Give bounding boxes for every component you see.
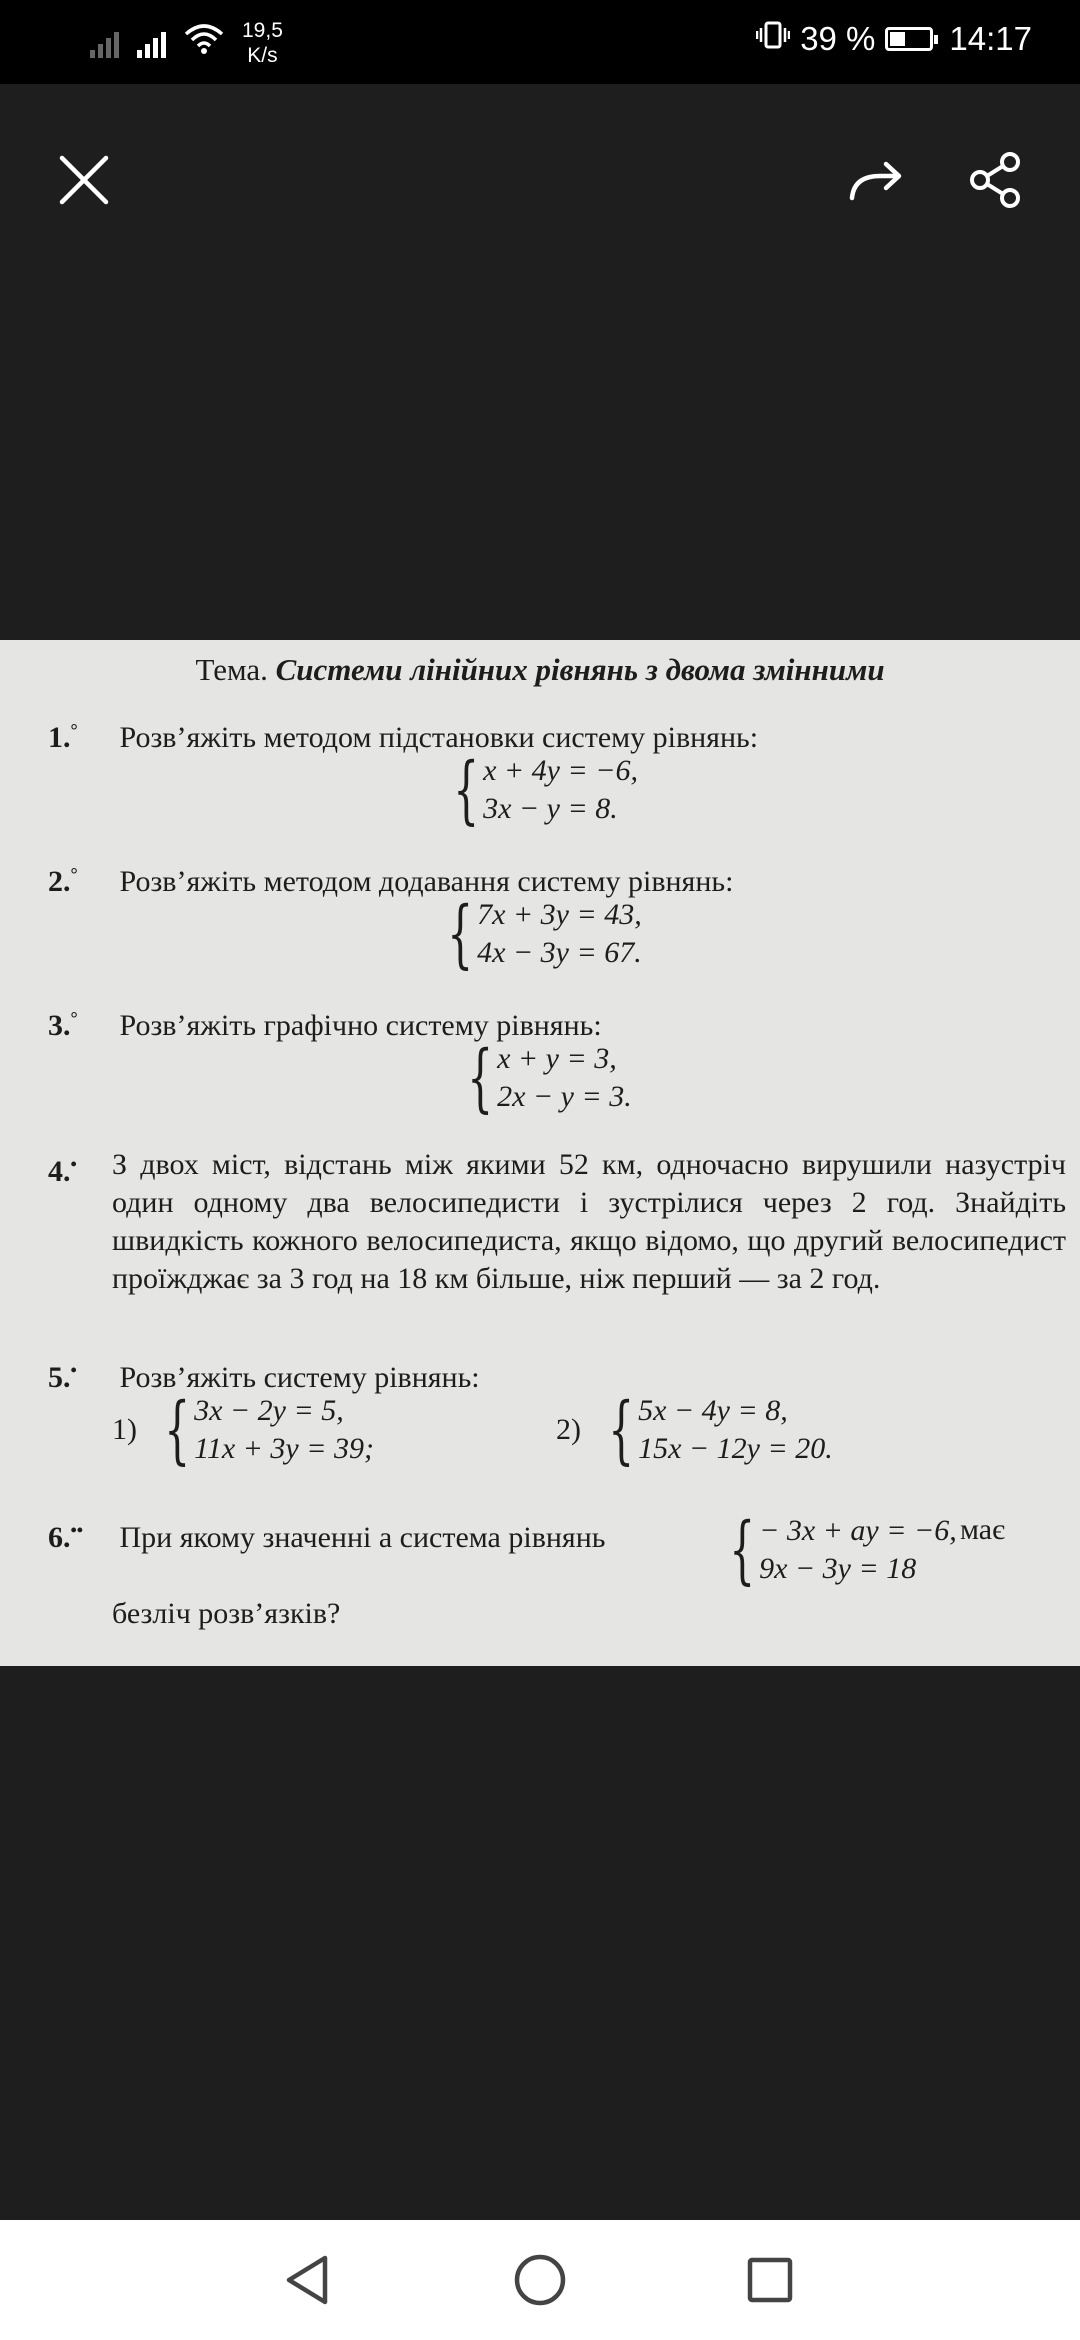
navigation-bar (0, 2220, 1080, 2340)
topic-prefix: Тема. (195, 652, 268, 687)
battery-icon (885, 27, 933, 51)
forward-icon (846, 158, 906, 202)
problem-4 (48, 1146, 1066, 1336)
problem-text: Розв’яжіть систему рівнянь: (119, 1361, 480, 1394)
forward-button[interactable] (836, 140, 916, 220)
share-icon (966, 150, 1026, 210)
brace-icon: { (467, 1035, 494, 1121)
brace-icon: { (729, 1507, 756, 1593)
status-bar-left (90, 18, 283, 68)
back-triangle-icon (283, 2253, 333, 2307)
problem-text: Розв’яжіть графічно систему рівнянь: (119, 1009, 602, 1042)
home-button[interactable] (510, 2250, 570, 2310)
equation: 4x − 3y = 67. (477, 936, 642, 969)
problem-1 (48, 712, 1038, 756)
equation: x + 4y = −6, (483, 754, 638, 787)
equation: 7x + 3y = 43, (477, 898, 642, 931)
problem-number: 5.• (48, 1360, 77, 1394)
close-icon (56, 152, 112, 208)
problem-number: 3.° (48, 1008, 78, 1042)
problem-3-system (446, 1035, 632, 1121)
subproblem-label: 2) (556, 1413, 581, 1446)
status-bar-right (756, 20, 1032, 58)
equation: 9x − 3y = 18 (759, 1552, 917, 1585)
problem-5-system-1 (112, 1387, 374, 1473)
problem-3 (48, 1000, 1038, 1044)
topic-name: Системи лінійних рівнянь з двома змінними (275, 652, 885, 687)
sim1-signal-icon (90, 24, 119, 58)
problem-6-text-after: має (960, 1513, 1005, 1546)
back-button[interactable] (278, 2250, 338, 2310)
recents-button[interactable] (740, 2250, 800, 2310)
brace-icon: { (608, 1387, 635, 1473)
network-speed-unit: K/s (247, 44, 278, 67)
equation: 3x − 2y = 5, (194, 1394, 344, 1427)
problem-6-text-line2: безліч розв’язків? (112, 1597, 341, 1630)
network-speed-value: 19,5 (242, 19, 283, 42)
problem-2-system (426, 891, 642, 977)
equation: 11x + 3y = 39; (194, 1432, 374, 1465)
problem-6-system (708, 1507, 957, 1593)
problem-text: При якому значенні a система рівнянь (119, 1521, 606, 1554)
problem-text: Розв’яжіть методом підстановки систему рівнянь: (119, 721, 759, 754)
clock: 14:17 (949, 20, 1032, 57)
equation: − 3x + ay = −6, (759, 1514, 957, 1547)
problem-number: 4.• (48, 1154, 77, 1188)
wifi-icon (184, 22, 224, 61)
network-speed (242, 18, 283, 68)
problem-text: Розв’яжіть методом додавання систему рівнянь: (119, 865, 734, 898)
problem-5 (48, 1352, 1038, 1396)
equation: 15x − 12y = 20. (638, 1432, 833, 1465)
brace-icon: { (164, 1387, 191, 1473)
subproblem-label: 1) (112, 1413, 137, 1446)
brace-icon: { (453, 747, 480, 833)
problem-number: 2.° (48, 864, 78, 898)
share-button[interactable] (956, 140, 1036, 220)
recents-square-icon (745, 2255, 795, 2305)
sim2-signal-icon (137, 24, 166, 58)
topic-title (0, 652, 1080, 688)
close-button[interactable] (44, 140, 124, 220)
brace-icon: { (447, 891, 474, 977)
problem-2 (48, 856, 1038, 900)
home-circle-icon (512, 2252, 568, 2308)
equation: 2x − y = 3. (497, 1080, 632, 1113)
status-bar (0, 0, 1080, 84)
equation: x + y = 3, (497, 1042, 617, 1075)
problem-text: З двох міст, відстань між якими 52 км, одночасно вирушили назустріч один одному два велосипедисти і зустрілися через 2 год. Знайдіть швидкість кожного велосипедиста, якщо відомо, що другий велосипедист проїжджає за 3 год на 18 км більше, ніж перший — за 2 год. (112, 1148, 1066, 1295)
equation: 3x − y = 8. (483, 792, 618, 825)
equation: 5x − 4y = 8, (638, 1394, 788, 1427)
problem-5-system-2 (556, 1387, 833, 1473)
vibrate-icon (756, 20, 790, 58)
problem-number: 1.° (48, 720, 78, 754)
battery-percent: 39 % (800, 20, 876, 57)
problem-number: 6.•• (48, 1520, 84, 1554)
problem-1-system (432, 747, 638, 833)
document-photo[interactable] (0, 640, 1080, 1666)
